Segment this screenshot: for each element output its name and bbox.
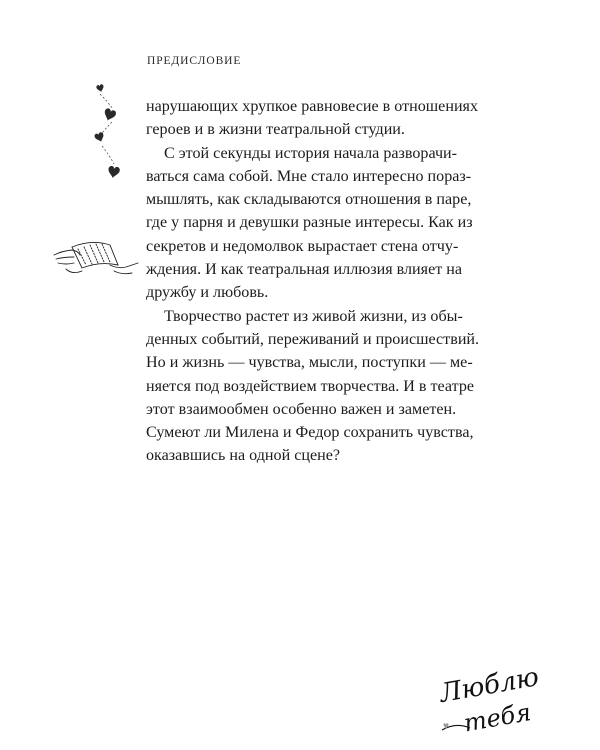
hand-with-paper-icon xyxy=(52,235,142,285)
text-line: ваться сама собой. Мне стало интересно пораз- xyxy=(146,167,472,185)
text-line: Сумеют ли Милена и Федор сохранить чувства, xyxy=(146,424,474,442)
paragraph-1 xyxy=(146,95,479,142)
page-running-header: ПРЕДИСЛОВИЕ xyxy=(147,55,242,67)
text-line: нарушающих хрупкое равновесие в отношениях xyxy=(146,98,479,115)
text-line: ждения. И как театральная иллюзия влияет на xyxy=(146,261,463,279)
paragraph-3 xyxy=(146,305,480,468)
logo-line-1: Люблю xyxy=(437,662,542,710)
text-line: мышлять, как складываются отношения в паре, xyxy=(146,191,472,209)
text-line: где у парня и девушки разные интересы. Как из xyxy=(146,214,473,232)
lyublyu-tebya-logo xyxy=(436,660,556,740)
text-line: няется под воздействием творчества. И в театре xyxy=(146,377,475,395)
text-line: секретов и недомолвок вырастает стена отчу- xyxy=(146,237,459,255)
text-line: Но и жизнь — чувства, мысли, поступки — ме- xyxy=(146,354,473,372)
paragraph-2 xyxy=(146,142,473,305)
hearts-icon xyxy=(92,78,137,188)
text-line: С этой секунды история начала разворачи- xyxy=(164,144,458,162)
text-line: дружбу и любовь. xyxy=(146,284,269,302)
logo-line-2: тебя xyxy=(461,698,534,738)
text-line: этот взаимообмен особенно важен и заметен. xyxy=(146,400,457,418)
text-line: героев и в жизни театральной студии. xyxy=(146,121,405,139)
text-line: денных событий, переживаний и происшествий. xyxy=(146,330,480,348)
body-text xyxy=(146,95,480,468)
text-line: оказавшись на одной сцене? xyxy=(146,447,341,465)
text-line: Творчество растет из живой жизни, из обы- xyxy=(164,307,463,325)
